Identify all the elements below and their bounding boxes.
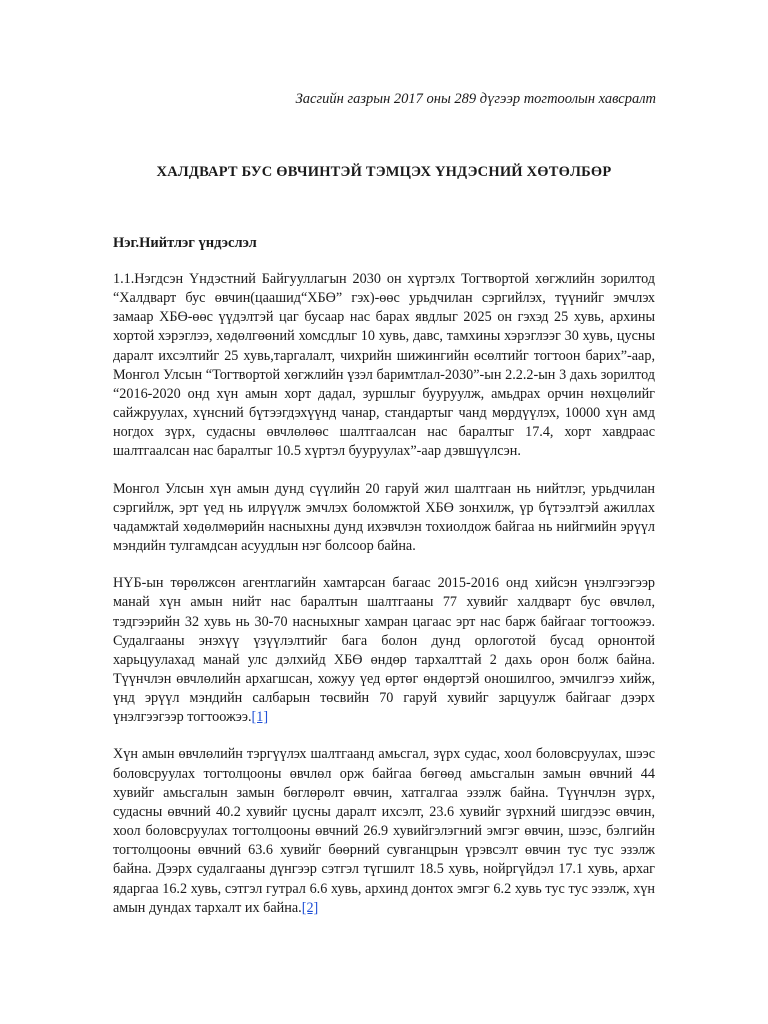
paragraph-1-1 xyxy=(113,270,655,462)
footnote-link-2[interactable]: [2] xyxy=(301,899,319,916)
document-title: ХАЛДВАРТ БУС ӨВЧИНТЭЙ ТЭМЦЭХ ҮНДЭСНИЙ ХӨТӨЛБӨР xyxy=(156,164,612,180)
section-heading: Нэг.Нийтлэг үндэслэл xyxy=(113,235,257,251)
annex-note: Засгийн газрын 2017 оны 289 дүгээр тогтоолын хавсралт xyxy=(295,91,656,107)
footnote-link-1[interactable]: [1] xyxy=(251,709,269,726)
paragraph-text: Монгол Улсын хүн амын дунд сүүлийн 20 гаруй жил шалтгаан нь нийтлэг, урьдчилан сэргийлж, эрт үед нь илрүүлж эмчлэх боломжтой ХБӨ зонхилж, үр бүтээлтэй ажиллах чадамжтай хөдөлмөрийн насныхны дунд ихэвчлэн тохиолдож байгаа нь нийгмийн эрүүл мэндийн тулгамдсан асуудлын нэг болсоор байна. xyxy=(113,480,655,555)
paragraph-3 xyxy=(113,574,655,727)
paragraph-text: Хүн амын өвчлөлийн тэргүүлэх шалтгаанд амьсгал, зүрх судас, хоол боловсруулах, шээс боловсруулах тогтолцооны өвчлөл орж байгаа бөгөөд амьсгалын замын өвчний 44 хувийг амьсгалын замын бөглөрөлт өвчин, хатгалгаа эзэлж байна. Түүнчлэн зүрх, судасны өвчний 40.2 хувийг цусны даралт ихсэлт, 23.6 хувийг зүрхний шигдээс өвчин, хоол боловсруулах тогтолцооны өвчний 26.9 хувийгэлэгний эмгэг өвчин, шээс, бэлгийн тогтолцооны өвчний 63.6 хувийг бөөрний сувганцрын үрэвсэлт өвчин тус тус эзэлж байна. Дээрх судалгааны дүнгээр сэтгэл түгшилт 18.5 хувь, нойргүйдэл 17.1 хувь, архаг ядаргаа 16.2 хувь, сэтгэл гутрал 6.6 хувь, архинд донтох эмгэг 6.2 хувь тус тус эзэлж, хүн амын дундах тархалт их байна. xyxy=(113,746,655,916)
paragraph-text: НҮБ-ын төрөлжсөн агентлагийн хамтарсан багаас 2015-2016 онд хийсэн үнэлгээгээр манай хүн амын нийт нас баралтын шалтгааны 77 хувийг халдварт бус өвчлөл, тэдгээрийн 32 хувь нь 30-70 насныхныг хамран цагаас эрт нас барж байгааг тогтоожээ. Судалгааны энэхүү үзүүлэлтийг бага болон дунд орлоготой бусад орнонтой харьцуулахад манай улс дэлхийд ХБӨ өндөр тархалттай 2 дахь орон болж байна. Түүнчлэн өвчлөлийн архагшсан, хожуу үед өртөг өндөртэй оношилгоо, эмчилгээ хийж, үнд эрүүл мэндийн салбарын төсвийн 70 гаруй хувийг зарцуулж байгааг дээрх үнэлгээгээр тогтоожээ. xyxy=(113,575,655,726)
paragraph-4 xyxy=(113,745,655,917)
paragraph-text: 1.1.Нэгдсэн Үндэстний Байгууллагын 2030 он хүртэлх Тогтвортой хөгжлийн зорилтод “Халдварт бус өвчин(цаашид“ХБӨ” гэх)-өөс урьдчилан сэргийлэх, түүнийг эмчлэх замаар ХБӨ-өөс үүдэлтэй цаг бусаар нас барах явдлыг 2025 он гэхэд 25 хувь, архины хортой хэрэглээ, хөдөлгөөний хомсдлыг 10 хувь, давс, тамхины хэрэглээг 30 хувь, цусны даралт ихсэлтийг 25 хувь,таргалалт, чихрийн шижингийн өсөлтийг тогтоон барих”-аар, Монгол Улсын “Тогтвортой хөгжлийн үзэл баримтлал-2030”-ын 2.2.2-ын 3 дахь зорилтод “2016-2020 онд хүн амын хорт дадал, зуршлыг бууруулж, амьдрах орчин нөхцөлийг сайжруулах, хүнсний бүтээгдэхүүнд чанар, стандартыг чанд мөрдүүлэх, 10000 хүн амд ногдох зүрх, судасны өвчлөлөөс шалтгаалсан нас баралтыг 17.4, хорт хавдраас шалтгаалсан нас баралтыг 10.5 хүртэл бууруулах”-аар дэвшүүлсэн. xyxy=(113,271,655,460)
paragraph-2 xyxy=(113,480,655,557)
body-text xyxy=(113,270,655,936)
